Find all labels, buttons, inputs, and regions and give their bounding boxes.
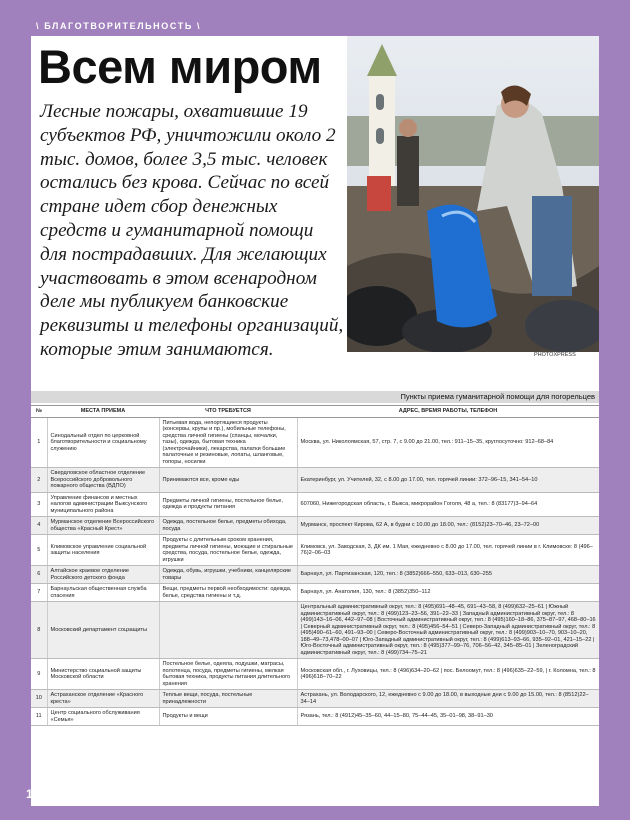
header-needs: ЧТО ТРЕБУЕТСЯ [159, 406, 297, 418]
table-caption: Пункты приема гуманитарной помощи для погорельцев [400, 392, 595, 401]
table-row [31, 690, 599, 708]
header-place: МЕСТА ПРИЕМА [47, 406, 159, 418]
row-place: Министерство социальной защиты Московской области [47, 659, 159, 690]
issue-number: / № 9 (101) 2010 [146, 791, 205, 798]
row-address: Екатеринбург, ул. Учителей, 32, с 8.00 до 17.00, тел. горячей линии: 372–96–15, 341–54–10 [297, 468, 599, 493]
row-num: 8 [31, 602, 47, 659]
row-num: 9 [31, 659, 47, 690]
row-place: Московский департамент соцзащиты [47, 602, 159, 659]
table-caption-band [31, 391, 599, 403]
article-title: Всем миром [38, 40, 322, 93]
header-address: АДРЕС, ВРЕМЯ РАБОТЫ, ТЕЛЕФОН [297, 406, 599, 418]
page-number: 108 [26, 787, 47, 801]
row-address: Барнаул, ул. Анатолия, 130, тел.: 8 (3852)350–112 [297, 584, 599, 602]
row-needs [159, 602, 297, 659]
article-page [31, 36, 599, 806]
row-needs: Одежда, постельное белье, предметы обихода, посуда [159, 517, 297, 535]
table-row [31, 708, 599, 726]
row-num: 5 [31, 535, 47, 566]
table-row [31, 517, 599, 535]
row-place: Синодальный отдел по церковной благотворительности и социальному служению [47, 417, 159, 468]
table-row [31, 535, 599, 566]
section-tag: \ БЛАГОТВОРИТЕЛЬНОСТЬ \ [36, 21, 202, 31]
row-num: 4 [31, 517, 47, 535]
row-address: Климовск, ул. Заводская, 3, ДК им. 1 Мая, ежедневно с 8.00 до 17.00, тел. горячей линии в г. Климовске: 8 (496–76)2–06–03 [297, 535, 599, 566]
row-needs: Постельное белье, одеяла, подушки, матрасы, полотенца, посуда, предметы гигиены, мелкая бытовая техника, продукты питания длительного хранения [159, 659, 297, 690]
table-row [31, 566, 599, 584]
row-num: 1 [31, 417, 47, 468]
row-place: Свердловское областное отделение Всероссийского добровольного пожарного общества (ВДПО) [47, 468, 159, 493]
row-needs: Продукты и вещи [159, 708, 297, 726]
row-address: Москва, ул. Николоямская, 57, стр. 7, с 9.00 до 21.00, тел.: 911–15–35, круглосуточно: 912–68–84 [297, 417, 599, 468]
row-address: 607060, Нижегородская область, г. Выкса, микрорайон Гоголя, 48 а, тел.: 8 (83177)3–94–64 [297, 492, 599, 517]
article-lead: Лесные пожары, охватившие 19 субъектов РФ, уничтожили около 2 тыс. домов, более 3,5 тыс. человек остались без крова. Сейчас по всей стране идет сбор денежных средств и гуманитарной помощи для пострадавших. Для желающих участвовать в этом всенародном деле мы публикуем банковские реквизиты и телефоны организаций, которые этим занимаются. [40, 101, 344, 360]
row-address: Астрахань, ул. Володарского, 12, ежедневно с 9.00 до 18.00, в выходные дни с 9.00 до 15.00, тел.: 8 (8512)22–34–14 [297, 690, 599, 708]
row-needs: Принимаются все, кроме еды [159, 468, 297, 493]
row-needs: Питьевая вода, непортящиеся продукты (консервы, крупы и пр.), мобильные телефоны, средства личной гигиены (спанцы, мочалки, тазы), одежда, бытовая техника (электрочайники), лекарства, палатки большие палаточные и резиновые, лопаты, шланговые, топоры, носилки [159, 417, 297, 468]
table-row [31, 602, 599, 659]
row-needs: Одежда, обувь, игрушки, учебники, канцелярские товары [159, 566, 297, 584]
table-row [31, 417, 599, 468]
row-needs: Предметы личной гигиены, постельное белье, одежда и продукты питания [159, 492, 297, 517]
magazine-name: ПРЯМЫЕ ИНВЕСТИЦИИ [56, 791, 145, 798]
row-num: 7 [31, 584, 47, 602]
row-num: 6 [31, 566, 47, 584]
article-photo [347, 36, 599, 352]
row-place: Мурманское отделение Всероссийского общества «Красный Крест» [47, 517, 159, 535]
photo-credit: PHOTOXPRESS [534, 352, 576, 358]
row-needs: Вещи, предметы первой необходимости: одежда, белье, средства гигиены и т.д. [159, 584, 297, 602]
row-address: Рязань, тел.: 8 (4912)45–35–60, 44–15–80, 75–44–45, 35–01–98, 38–91–30 [297, 708, 599, 726]
row-num: 10 [31, 690, 47, 708]
row-place: Барнаульская общественная служба спасения [47, 584, 159, 602]
row-needs: Теплые вещи, посуда, постельные принадлежности [159, 690, 297, 708]
row-address: Барнаул, ул. Партизанская, 120, тел.: 8 (3852)666–550, 633–013, 630–255 [297, 566, 599, 584]
table-header-row [31, 406, 599, 418]
table-row [31, 492, 599, 517]
table-row [31, 468, 599, 493]
photo-illustration [347, 36, 599, 352]
row-address: Центральный административный округ, тел.: 8 (495)691–48–45, 691–43–58, 8 (499)632–25–61 | Южный административный округ, тел.: 8 (499)123–23–56, 391–22–33 | Западный административный округ, тел.: 8 (499)143–16–06, 442–97–08 | Восточный административный округ, тел.: 8 (495)160–18–86, 375–87–97, 468–80–16 | Северный административный округ, тел.: 8 (495)456–54–51 | Северо-Западный административный округ, тел.: 8 (495)490–61–60, 491–93–00 | Северо-Восточный административный округ, тел.: 8 (499)903–10–70, 903–10–20, 188–49–73,478–00–07 | Юго-Западный административный округ, тел.: 8 (499)613–93–66, 935–92–01, 421–15–22 | Юго-Восточный административный округ, тел.: 8 (495)377–99–76, 706–56–42, 345–85–01 | Зеленоградский административный округ, тел.: 8 (499)734–75–21 [297, 602, 599, 659]
row-place: Климовское управление социальной защиты населения [47, 535, 159, 566]
row-place: Астраханское отделение «Красного креста» [47, 690, 159, 708]
row-num: 11 [31, 708, 47, 726]
magazine-issue [56, 791, 204, 798]
table-row [31, 584, 599, 602]
footer-section: \ ОБЩЕСТВО \ [430, 789, 513, 799]
row-place: Центр социального обслуживания «Семья» [47, 708, 159, 726]
row-place: Управление финансов и местных налогов администрации Выксунского муниципального района [47, 492, 159, 517]
row-address: Мурманск, проспект Кирова, 62 А, в будни с 10.00 до 18.00, тел.: (8152)23–70–46, 23–72–00 [297, 517, 599, 535]
row-needs: Продукты с длительным сроком хранения, предметы личной гигиены, моющие и стиральные средства, посуда, постельное белье, одежда, игрушки [159, 535, 297, 566]
header-num: № [31, 406, 47, 418]
row-num: 2 [31, 468, 47, 493]
row-place: Алтайское краевое отделение Российского детского фонда [47, 566, 159, 584]
row-address: Московская обл., г. Луховицы, тел.: 8 (496)634–20–62 | пос. Белоомут, тел.: 8 (496)635–22–59, | г. Коломна, тел.: 8 (496)618–70–22 [297, 659, 599, 690]
aid-points-table [31, 405, 599, 726]
table-row [31, 659, 599, 690]
row-num: 3 [31, 492, 47, 517]
